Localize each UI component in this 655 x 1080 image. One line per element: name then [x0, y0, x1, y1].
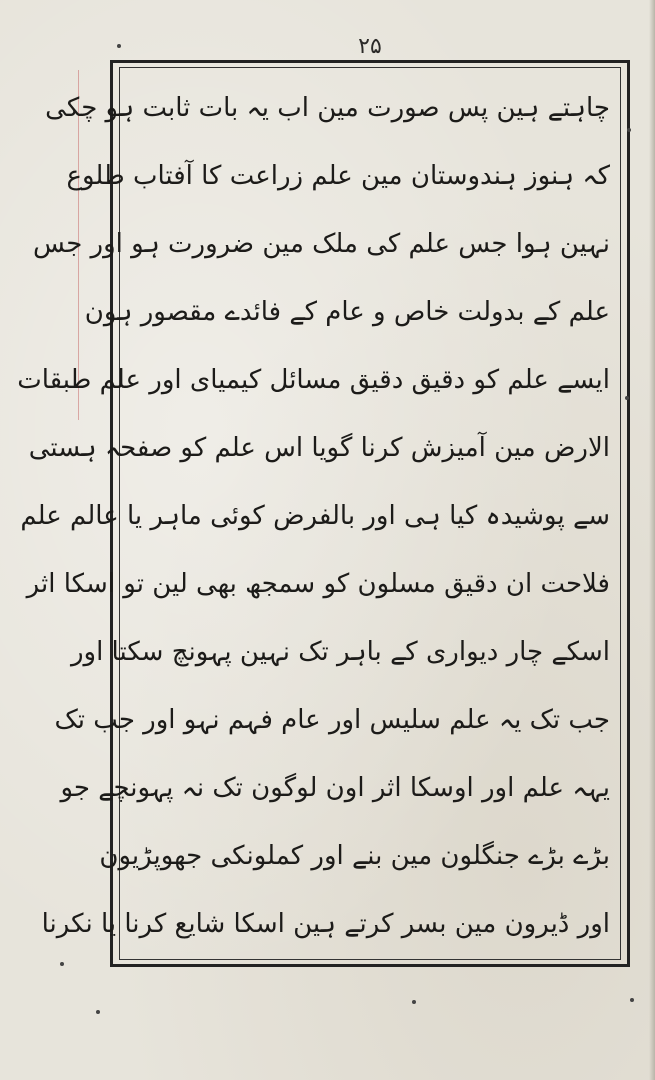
ink-speck [412, 1000, 416, 1004]
text-line-12: بڑے بڑے جنگلون مین بنے اور کملونکی جھوپڑیون [99, 841, 610, 871]
text-line-2: کہ ہنوز ہندوستان مین علم زراعت کا آفتاب طلوع [66, 161, 610, 191]
text-line-7: سے پوشیدہ کیا ہی اور بالفرض کوئی ماہر یا عالم علم [20, 501, 610, 531]
ink-speck [117, 44, 121, 48]
text-line-9: اسکے چار دیواری کے باہر تک نہین پہونچ سکتا اور [70, 637, 610, 667]
text-line-11: یہہ علم اور اوسکا اثر اون لوگون تک نہ پہونچے جو [60, 773, 610, 803]
text-line-3: نہین ہوا جس علم کی ملک مین ضرورت ہو اور جس [33, 229, 610, 259]
text-line-10: جب تک یہ علم سلیس اور عام فہم نہو اور جب تک [54, 705, 610, 735]
ink-speck [627, 128, 631, 132]
text-line-8: فلاحت ان دقیق مسلون کو سمجھ بھی لین تو اسکا اثر [26, 569, 610, 599]
text-line-1: چاہتے ہین پس صورت مین اب یہ بات ثابت ہو چکی [45, 93, 610, 123]
text-line-4: علم کے بدولت خاص و عام کے فائدے مقصور ہون [84, 297, 610, 327]
text-block [17, 74, 620, 954]
ink-speck [625, 396, 629, 400]
ink-speck [630, 998, 634, 1002]
text-line-5: ایسے علم کو دقیق دقیق مسائل کیمیای اور علم طبقات [17, 365, 610, 395]
text-line-6: الارض مین آمیزش کرنا گویا اس علم کو صفحہ ہستی [28, 433, 610, 463]
text-line-13: اور ڈیرون مین بسر کرتے ہین اسکا شایع کرنا یا نکرنا [41, 909, 610, 939]
page-number: ۲۵ [358, 34, 382, 59]
ink-speck [60, 962, 64, 966]
ink-speck [96, 1010, 100, 1014]
page-edge-shadow [649, 0, 655, 1080]
